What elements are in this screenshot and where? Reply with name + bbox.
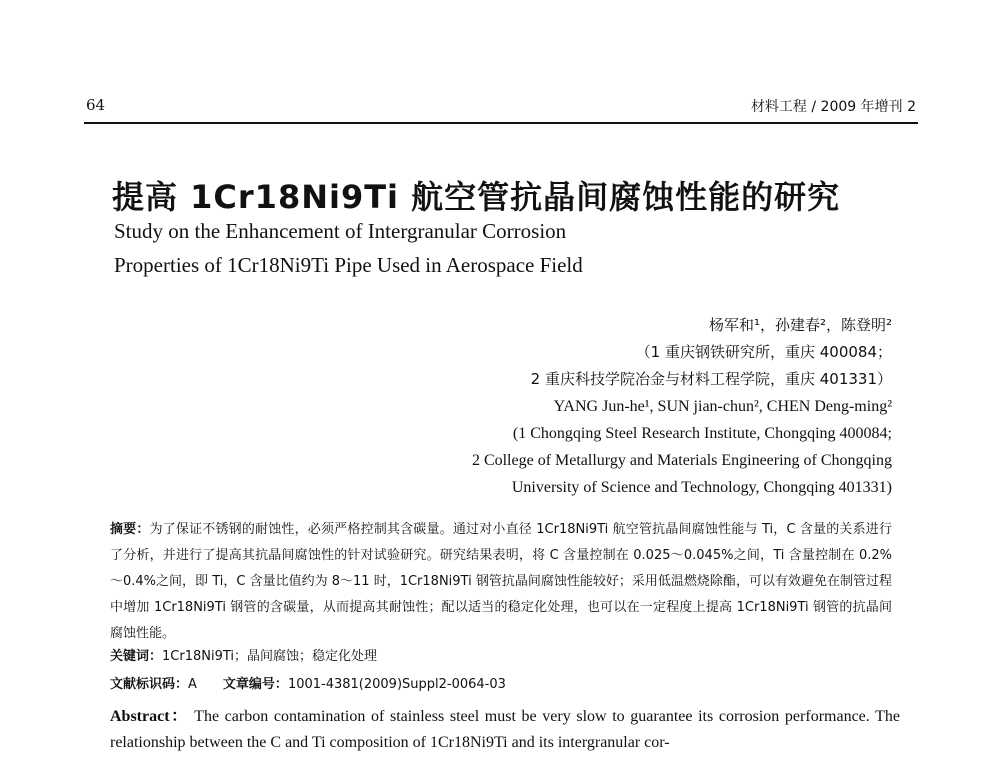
keywords-text: 1Cr18Ni9Ti；晶间腐蚀；稳定化处理 bbox=[162, 649, 378, 664]
keywords-label: 关键词： bbox=[110, 649, 163, 664]
abstract-cn-label: 摘要： bbox=[110, 522, 150, 537]
affiliation-en-3: University of Science and Technology, Chongqing 401331) bbox=[511, 479, 892, 496]
page-number: 64 bbox=[86, 96, 106, 114]
affiliation-en-2: 2 College of Metallurgy and Materials Engineering of Chongqing bbox=[471, 452, 892, 469]
doc-code-value: A bbox=[188, 677, 197, 692]
article-number-value: 1001-4381(2009)Suppl2-0064-03 bbox=[287, 677, 506, 692]
author-names-cn: 杨军和¹，孙建春²，陈登明² bbox=[708, 316, 892, 334]
journal-header: 材料工程 / 2009 年增刊 2 bbox=[750, 99, 916, 115]
title-english-line1: Study on the Enhancement of Intergranular Corrosion bbox=[114, 219, 567, 243]
author-block bbox=[472, 312, 892, 501]
keywords bbox=[110, 646, 892, 668]
header-rule bbox=[84, 122, 918, 124]
abstract-en-text: The carbon contamination of stainless steel must be very slow to guarantee its corrosion performance. The relationship between the C and Ti composition of 1Cr18Ni9Ti and its intergranular cor- bbox=[110, 708, 900, 751]
abstract-english bbox=[110, 704, 900, 756]
article-number-label: 文章编号： bbox=[222, 677, 288, 692]
document-identifiers bbox=[110, 674, 892, 696]
title-chinese: 提高 1Cr18Ni9Ti 航空管抗晶间腐蚀性能的研究 bbox=[112, 178, 841, 216]
abstract-cn-text: 为了保证不锈钢的耐蚀性，必须严格控制其含碳量。通过对小直径 1Cr18Ni9Ti 航空管抗晶间腐蚀性能与 Ti，C 含量的关系进行了分析，并进行了提高其抗晶间腐蚀性的针对试验研究。研究结果表明，将 C 含量控制在 0.025～0.045%之间，Ti 含量控制在 0.2%～0.4%之间，即 Ti，C 含量比值约为 8～11 时，1Cr18Ni9Ti 钢管抗晶间腐蚀性能较好；采用低温燃烧除酯，可以有效避免在制管过程中增加 1Cr18Ni9Ti 钢管的含碳量，从而提高其耐蚀性；配以适当的稳定化处理，也可以在一定程度上提高 1Cr18Ni9Ti 钢管的抗晶间腐蚀性能。 bbox=[110, 522, 892, 641]
affiliation-en-1: (1 Chongqing Steel Research Institute, Chongqing 400084; bbox=[512, 425, 892, 442]
title-english-line2: Properties of 1Cr18Ni9Ti Pipe Used in Aerospace Field bbox=[114, 253, 583, 277]
author-names-en: YANG Jun-he¹, SUN jian-chun², CHEN Deng-ming² bbox=[553, 398, 892, 415]
title-english bbox=[114, 214, 583, 282]
doc-code-label: 文献标识码： bbox=[110, 677, 189, 692]
abstract-en-label: Abstract： bbox=[110, 708, 189, 725]
affiliation-cn-2: 2 重庆科技学院冶金与材料工程学院，重庆 401331） bbox=[530, 370, 892, 388]
abstract-chinese bbox=[110, 517, 892, 647]
affiliation-cn-1: （1 重庆钢铁研究所，重庆 400084； bbox=[635, 343, 892, 361]
